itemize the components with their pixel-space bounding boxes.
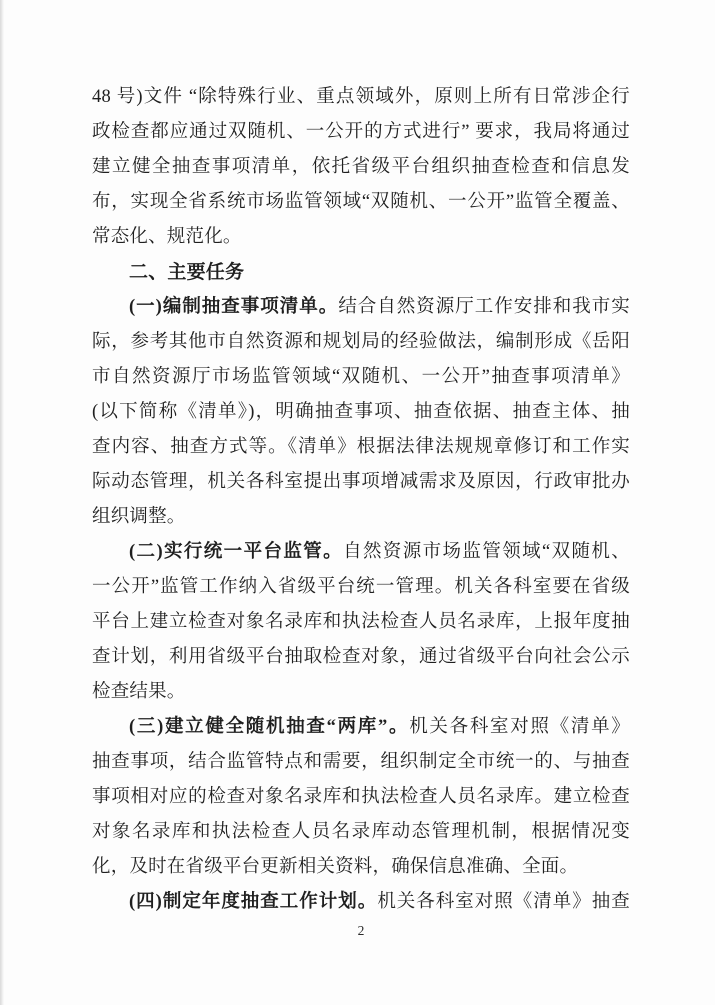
text-line: 化，及时在省级平台更新相关资料，确保信息准确、全面。 <box>92 857 579 877</box>
text-line: (一)编制抽查事项清单。结合自然资源厅工作安排和我市实 <box>129 297 630 317</box>
text-line: (四)制定年度抽查工作计划。机关各科室对照《清单》抽查 <box>129 892 630 912</box>
text-line: 检查结果。 <box>92 682 186 702</box>
section-heading: 二、主要任务 <box>129 262 245 283</box>
text-line: 布，实现全省系统市场监管领域“双随机、一公开”监管全覆盖、 <box>92 192 630 212</box>
text-line: 一公开”监管工作纳入省级平台统一管理。机关各科室要在省级 <box>92 577 630 597</box>
text-line: 抽查事项，结合监管特点和需要，组织制定全市统一的、与抽查 <box>92 752 630 772</box>
paragraph-lead: (三)建立健全随机抽查“两库”。 <box>129 717 410 737</box>
text-line: (以下简称《清单》)，明确抽查事项、抽查依据、抽查主体、抽 <box>92 402 630 422</box>
text-line: 对象名录库和执法检查人员名录库动态管理机制，根据情况变 <box>92 822 630 842</box>
text-line: (三)建立健全随机抽查“两库”。机关各科室对照《清单》 <box>129 717 630 737</box>
text-line: 48 号)文件 “除特殊行业、重点领域外，原则上所有日常涉企行 <box>92 87 630 107</box>
text-line: 际，参考其他市自然资源和规划局的经验做法，编制形成《岳阳 <box>92 332 630 352</box>
paragraph-lead: (四)制定年度抽查工作计划。 <box>129 892 378 912</box>
text-line: 事项相对应的检查对象名录库和执法检查人员名录库。建立检查 <box>92 787 630 807</box>
text-line: 政检查都应通过双随机、一公开的方式进行” 要求，我局将通过 <box>92 122 630 142</box>
text-line: 市自然资源厅市场监管领域“双随机、一公开”抽查事项清单》 <box>92 367 630 387</box>
text-line: 平台上建立检查对象名录库和执法检查人员名录库，上报年度抽 <box>92 612 630 632</box>
paragraph-lead: (一)编制抽查事项清单。 <box>129 297 339 317</box>
text-line: 查内容、抽查方式等。《清单》根据法律法规规章修订和工作实 <box>92 437 630 457</box>
text-line: 组织调整。 <box>92 507 186 527</box>
text-line: (二)实行统一平台监管。自然资源市场监管领域“双随机、 <box>129 542 630 562</box>
text-line: 际动态管理，机关各科室提出事项增减需求及原因，行政审批办 <box>92 472 630 492</box>
page-number: 2 <box>357 923 365 938</box>
page-left-edge-shadow <box>0 0 4 1005</box>
text-line: 建立健全抽查事项清单，依托省级平台组织抽查检查和信息发 <box>92 157 630 177</box>
body-text <box>92 80 630 920</box>
paragraph-lead: (二)实行统一平台监管。 <box>129 542 344 562</box>
text-line: 查计划，利用省级平台抽取检查对象，通过省级平台向社会公示 <box>92 647 630 667</box>
text-line: 常态化、规范化。 <box>92 227 242 247</box>
